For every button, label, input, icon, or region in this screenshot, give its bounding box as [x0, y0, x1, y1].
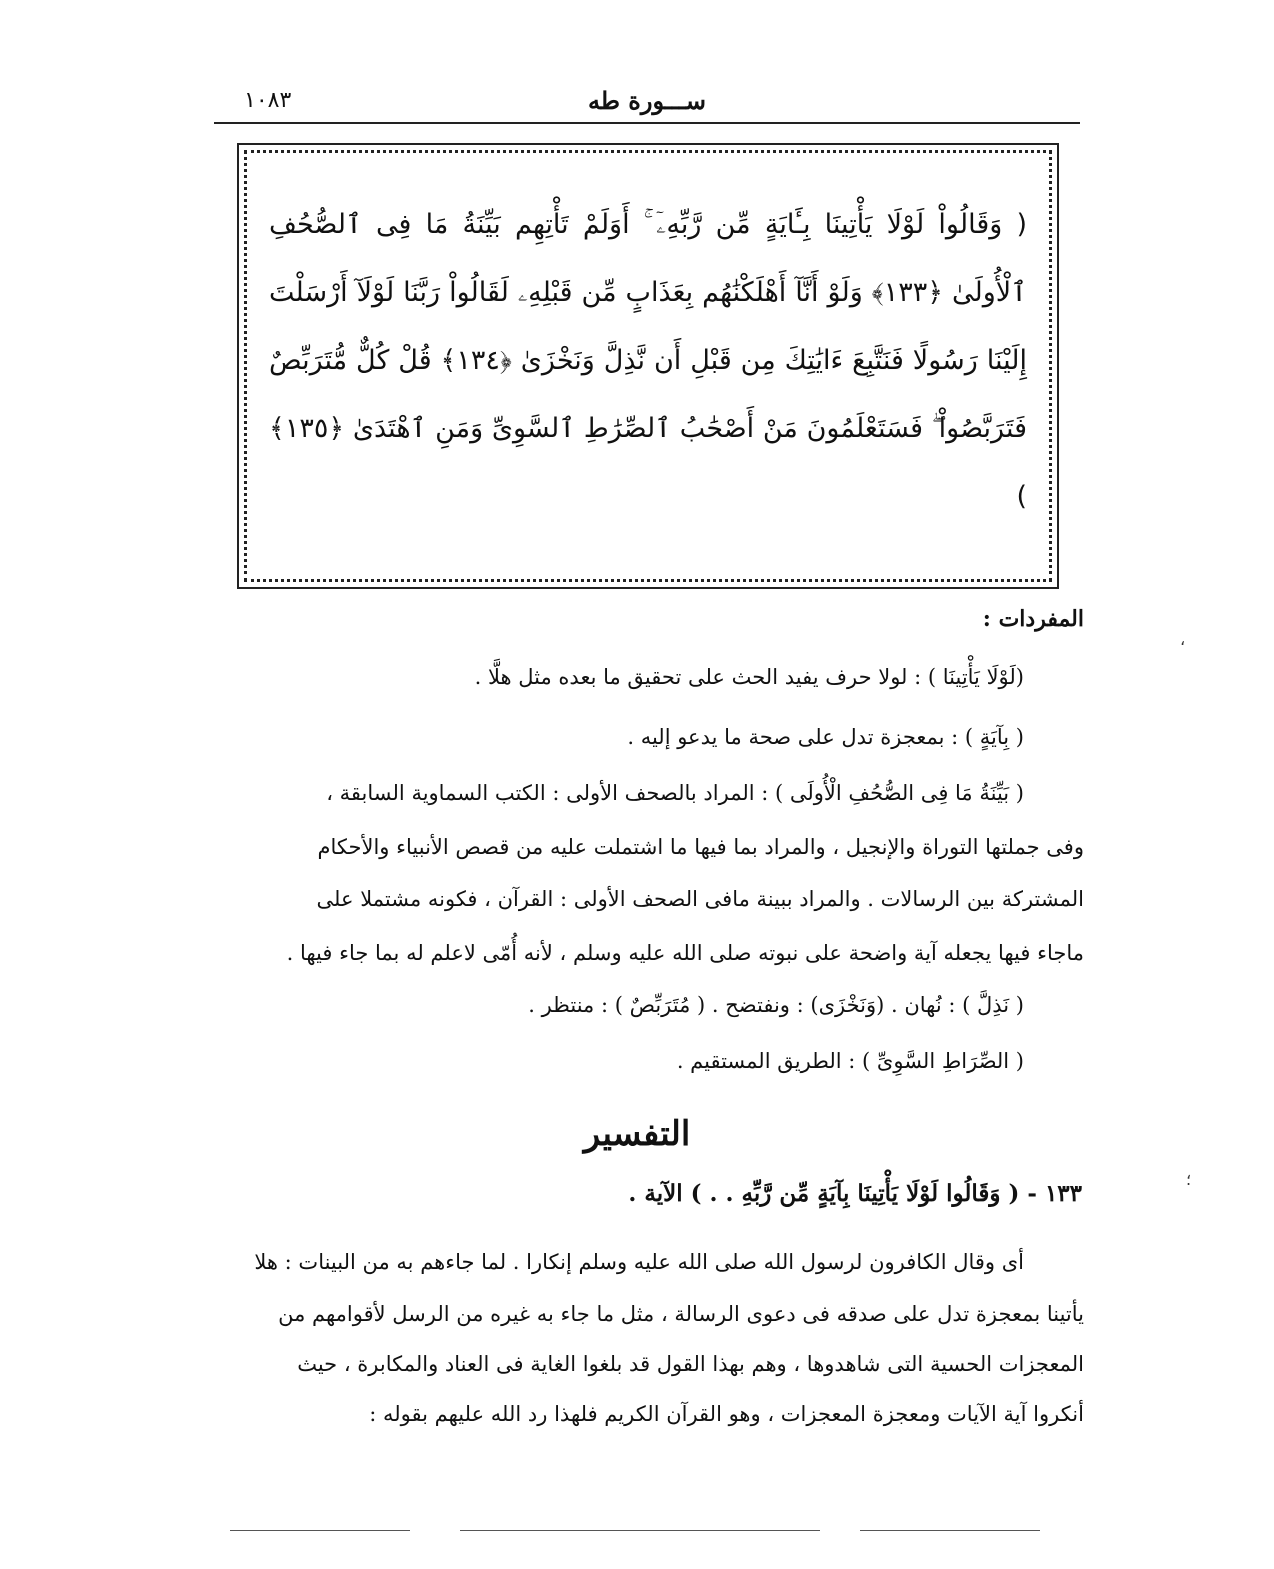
paragraph-line: أنكروا آية الآيات ومعجزة المعجزات ، وهو القرآن الكريم فلهذا رد الله عليهم بقوله :: [369, 1402, 1084, 1426]
margin-mark: ،: [1180, 630, 1186, 649]
paragraph-line: المعجزات الحسية التى شاهدوها ، وهم بهذا القول قد بلغوا الغاية فى العناد والمكابرة ، حيث: [297, 1352, 1084, 1376]
surah-name: ســـورة طه: [587, 86, 707, 115]
vocabulary-line: (لَوْلَا يَأْتِينَا ) : لولا حرف يفيد الحث على تحقيق ما بعده مثل هلَّا .: [474, 665, 1024, 689]
verse-frame: [244, 150, 1052, 582]
vocabulary-line: وفى جملتها التوراة والإنجيل ، والمراد بما فيها ما اشتملت عليه من قصص الأنبياء والأحكام: [317, 835, 1084, 859]
bottom-rule: [230, 1530, 410, 1531]
vocabulary-line: ( الصِّرَاطِ السَّوِىِّ ) : الطريق المستقيم .: [676, 1049, 1024, 1073]
vocabulary-line: ماجاء فيها يجعله آية واضحة على نبوته صلى الله عليه وسلم ، لأنه أُمّى لاعلم له بما جاء فيها .: [286, 941, 1084, 965]
bottom-rule: [460, 1530, 820, 1531]
margin-mark: ؛: [1186, 1170, 1192, 1189]
verse-reference: ١٣٣ - ( وَقَالُوا لَوْلَا يَأْتِينَا بِآيَةٍ مِّن رَّبِّهِ . . ) الآية .: [628, 1180, 1082, 1207]
bottom-rule: [860, 1530, 1040, 1531]
tafsir-title: التفسير: [583, 1114, 691, 1154]
vocabulary-line: ( بِآيَةٍ ) : بمعجزة تدل على صحة ما يدعو إليه .: [627, 725, 1024, 749]
vocabulary-line: المشتركة بين الرسالات . والمراد ببينة مافى الصحف الأولى : القرآن ، فكونه مشتملا على: [316, 887, 1084, 911]
paragraph-line: أى وقال الكافرون لرسول الله صلى الله عليه وسلم إنكارا . لما جاءهم به من البينات : هلا: [254, 1250, 1024, 1274]
paragraph-line: يأتينا بمعجزة تدل على صدقه فى دعوى الرسالة ، مثل ما جاء به غيره من الرسل لأقوامهم من: [278, 1302, 1084, 1326]
vocabulary-heading: المفردات :: [982, 606, 1084, 632]
verse-text: ( وَقَالُواْ لَوْلَا يَأْتِينَا بِـَٔايَةٍ مِّن رَّبِّهِۦٓ ۚ أَوَلَمْ تَأْتِهِم بَيِّنَةُ مَا فِى ٱلصُّحُفِ ٱلْأُولَىٰ ﴿١٣٣﴾ وَلَوْ أَنَّآ أَهْلَكْنَٰهُم بِعَذَابٍ مِّن قَبْلِهِۦ لَقَالُواْ رَبَّنَا لَوْلَآ أَرْسَلْتَ إِلَيْنَا رَسُولًا فَنَتَّبِعَ ءَايَٰتِكَ مِن قَبْلِ أَن نَّذِلَّ وَنَخْزَىٰ ﴿١٣٤﴾ قُلْ كُلٌّ مُّتَرَبِّصٌ فَتَرَبَّصُواْ ۖ فَسَتَعْلَمُونَ مَنْ أَصْحَٰبُ ٱلصِّرَٰطِ ٱلسَّوِىِّ وَمَنِ ٱهْتَدَىٰ ﴿١٣٥﴾ ): [269, 209, 1027, 512]
page-header: [214, 86, 1080, 124]
vocabulary-line: ( بَيِّنَةُ مَا فِى الصُّحُفِ الْأُولَى ) : المراد بالصحف الأولى : الكتب السماوية السابقة ،: [326, 781, 1024, 805]
vocabulary-line: ( نَذِلَّ ) : نُهان . (وَنَخْزَى) : ونفتضح . ( مُتَرَبِّصٌ ) : منتظر .: [528, 993, 1024, 1017]
page-number: ١٠٨٣: [244, 88, 292, 113]
